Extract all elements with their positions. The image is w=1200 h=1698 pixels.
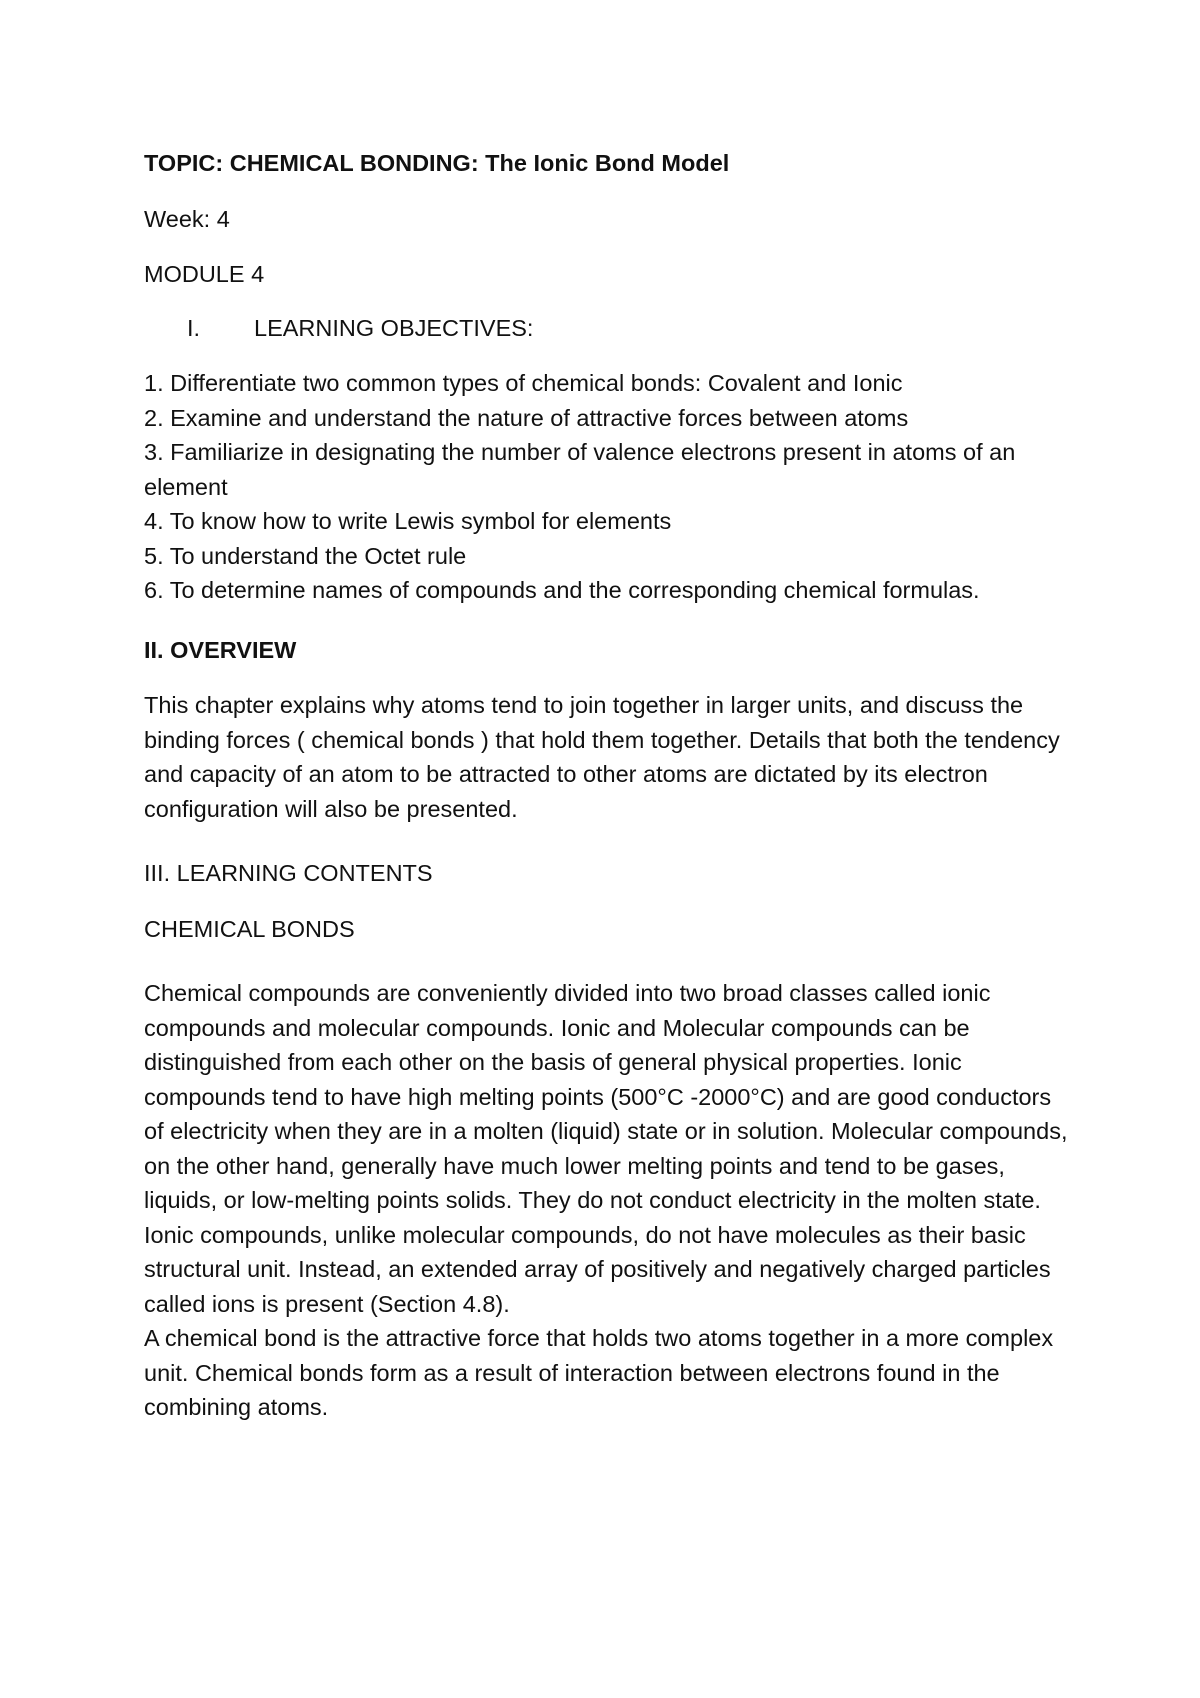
objective-item: 6. To determine names of compounds and the corresponding chemical formulas. <box>144 577 980 603</box>
document-content <box>144 146 1074 1425</box>
section-numeral: I. <box>187 314 201 341</box>
objectives-list <box>144 366 1074 608</box>
topic-title: TOPIC: CHEMICAL BONDING: The Ionic Bond Model <box>144 150 730 176</box>
learning-contents-heading: III. LEARNING CONTENTS <box>144 860 433 886</box>
chemical-bonds-subheading: CHEMICAL BONDS <box>144 915 355 942</box>
learning-objectives-heading <box>144 311 1074 346</box>
overview-body: This chapter explains why atoms tend to join together in larger units, and discuss the binding forces ( chemical bonds ) that hold them together. Details that both the tendency and capacity of an atom to be attracted to other atoms are dictated by its electron configuration will also be presented. <box>144 692 1060 822</box>
objective-item: 2. Examine and understand the nature of attractive forces between atoms <box>144 404 909 431</box>
overview-heading: II. OVERVIEW <box>144 636 297 663</box>
objective-item: 1. Differentiate two common types of chemical bonds: Covalent and Ionic <box>144 370 903 396</box>
module-label: MODULE 4 <box>144 261 265 287</box>
objective-item: 3. Familiarize in designating the number of valence electrons present in atoms of an element <box>144 439 1016 500</box>
chemical-bonds-paragraph-1: Chemical compounds are conveniently divided into two broad classes called ionic compounds and molecular compounds. Ionic and Molecular compounds can be distinguished from each other on the basis of general physical properties. Ionic compounds tend to have high melting points (500°C -2000°C) and are good conductors of electricity when they are in a molten (liquid) state or in solution. Molecular compounds, on the other hand, generally have much lower melting points and tend to be gases, liquids, or low-melting points solids. They do not conduct electricity in the molten state. Ionic compounds, unlike molecular compounds, do not have molecules as their basic structural unit. Instead, an extended array of positively and negatively charged particles called ions is present (Section 4.8). <box>144 980 1068 1317</box>
section-heading-text: LEARNING OBJECTIVES: <box>254 314 534 341</box>
objective-item: 4. To know how to write Lewis symbol for elements <box>144 508 672 534</box>
week-label: Week: 4 <box>144 205 230 232</box>
chemical-bonds-paragraph-2: A chemical bond is the attractive force that holds two atoms together in a more complex unit. Chemical bonds form as a result of interaction between electrons found in the combining atoms. <box>144 1325 1054 1420</box>
objective-item: 5. To understand the Octet rule <box>144 542 467 569</box>
